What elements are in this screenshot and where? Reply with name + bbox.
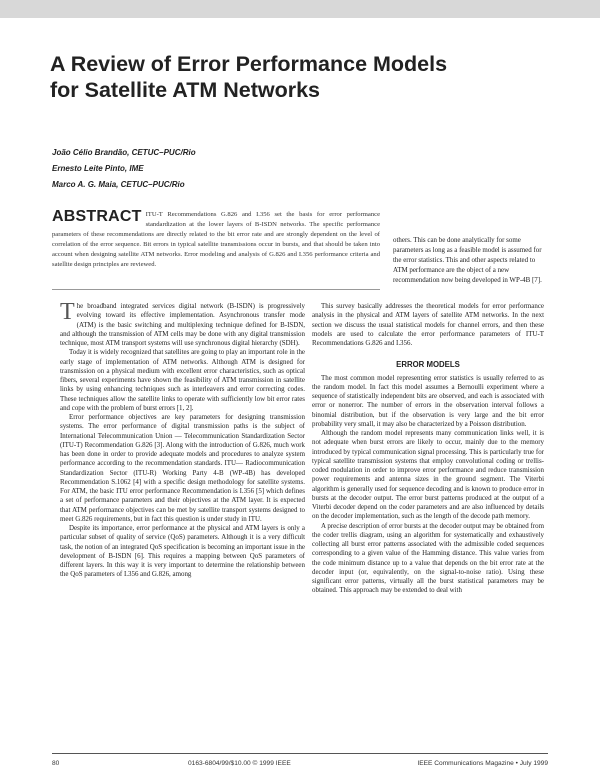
- paragraph: Despite its importance, error performance at the physical and ATM layers is only a particular subset of quality of service (QoS) parameters. Although it is a very difficult task, the notion of an integrated QoS specification is becoming an important issue in the development of B-ISDN [6]. This requires a mapping between QoS parameters of different layers. In this way it is very important to determine the relationship between the QoS parameters of I.356 and G.826, among: [60, 524, 305, 579]
- paragraph: This survey basically addresses the theoretical models for error performance analysis in the physical and ATM layers of satellite ATM networks. In the next section we discuss the usual statistical models for channel errors, and then these models are used to calculate the error performance parameters of ITU-T Recommendations G.826 and I.356.: [312, 302, 544, 347]
- paragraph: [60, 299, 305, 348]
- right-column: [312, 302, 544, 596]
- magazine-line: IEEE Communications Magazine • July 1999: [417, 760, 548, 767]
- footer-divider: [52, 753, 548, 754]
- page-number: 80: [52, 760, 60, 767]
- issn-line: 0163-6804/99/$10.00 © 1999 IEEE: [188, 760, 291, 767]
- paragraph: Although the random model represents many communication links well, it is not adequate when burst errors are likely to occur, mainly due to the memory introduced by typical communication signal processing. This is particularly true for typical satellite transmission systems that employ convolutional coding or trellis-coded modulation in order to improve error performance and reduce transmission power requirements and antenna sizes in the ground segment. The Viterbi algorithm is generally used for sequence decoding and is known to produce error in bursts at the decoder output. The error burst patterns produced at the output of a Viterbi decoder depend on the coder parameters and are also influenced by details on the decoder implementation, such as the length of the decode path memory.: [312, 429, 544, 521]
- top-right-paragraph: [393, 235, 545, 285]
- left-column: [60, 299, 305, 580]
- top-right-text: others. This can be done analytically for some parameters as long as a feasible model is assumed for the error statistics. This and other aspects related to ATM performance are the object of a new recommendation now being developed in WP-4B [7].: [393, 236, 542, 285]
- paragraph: Error performance objectives are key parameters for designing transmission systems. The error performance of digital transmission paths is the subject of International Telecommunication Union — Telecommunication Standardization Sector (ITU-T) Recommendation G.826 [3]. Along with the introduction of G.826, much work has been done in order to provide adequate models and procedures to analyze system performance according to the recommendation standards. ITU— Radiocommunication Standardization Sector (ITU-R) Working Party 4-B (WP-4B) has developed Recommendation S.1062 [4] with a specific design methodology for satellite systems. For ATM, the basic ITU error performance Recommendation is I.356 [5] which defines a set of performance parameters and their objectives at the ATM layer. It is expected that ATM performance objectives can be met by satellite transport systems designed to meet G.826 requirements, but in fact this question is under study in ITU.: [60, 413, 305, 523]
- article-title: A Review of Error Performance Models for Satellite ATM Networks: [50, 52, 448, 102]
- page-footer: [52, 760, 548, 772]
- top-bar: [0, 0, 600, 18]
- author-line: João Célio Brandão, CETUC–PUC/Rio: [52, 148, 196, 157]
- author-list: [52, 145, 352, 193]
- author-line: Marco A. G. Maia, CETUC–PUC/Rio: [52, 180, 185, 189]
- section-heading: ERROR MODELS: [396, 360, 460, 370]
- author-line: Ernesto Leite Pinto, IME: [52, 164, 144, 173]
- abstract-divider: [52, 289, 380, 290]
- drop-cap: T: [60, 299, 75, 325]
- abstract-text: ITU-T Recommendations G.826 and I.356 set the basis for error performance standardization at the lower layers of B-ISDN networks. The specific performance parameters of these recommendations are directly related to the bit error rate and are strongly dependent on the level of correlation of the error sequence. Bit errors in typical satellite transmissions occur in bursts, and that should be taken into account when designing satellite ATM networks. Error modeling and analysis of G.826 and I.356 performance criteria and satellite design principles are reviewed.: [52, 211, 380, 268]
- paragraph: A precise description of error bursts at the decoder output may be obtained from the coder trellis diagram, using an algorithm for systematically and exhaustively collecting all burst error patterns associated with the admissible coded sequences corresponding to a given value of the Hamming distance. This value varies from the code minimum distance up to a value that depends on the bit error rate at the decoder input (or, equivalently, on the signal-to-noise ratio). Using these significant error patterns, virtually all the burst statistical parameters may be obtained. This approach may be extended to deal with: [312, 521, 544, 595]
- paragraph: Today it is widely recognized that satellites are going to play an important role in the early stage of implementation of ATM networks. Although ATM is designed for transmission on a physical medium with excellent error characteristics, such as optical fibers, several experiments have shown the feasibility of ATM transmission in satellite links by using enhancing techniques such as interleavers and error correcting codes. These techniques allow the satellite links to operate with sufficiently low bit error rates and cope with the problem of burst errors [1, 2].: [60, 348, 305, 412]
- abstract: [52, 210, 380, 269]
- paragraph: The most common model representing error statistics is usually referred to as the random model. In fact this model assumes a Bernoulli experiment where a sequence of statistically independent bits are observed, and each is associated with error or nonerror. The number of errors in the observation interval follows a binomial distribution, but if the observation is very large and the bit error probability very small, it may also be characterized by a Poisson distribution.: [312, 373, 544, 428]
- abstract-label: ABSTRACT: [52, 208, 142, 225]
- intro-text: he broadband integrated services digital network (B-ISDN) is progressively evolving toward its effective implementation. Asynchronous transfer mode (ATM) is the basic switching and multiplexing technique defined for B-ISDN, and although the transmission of ATM cells may be done with any digital transmission technique, most ATM transport systems will use synchronous digital hierarchy (SDH).: [60, 302, 305, 347]
